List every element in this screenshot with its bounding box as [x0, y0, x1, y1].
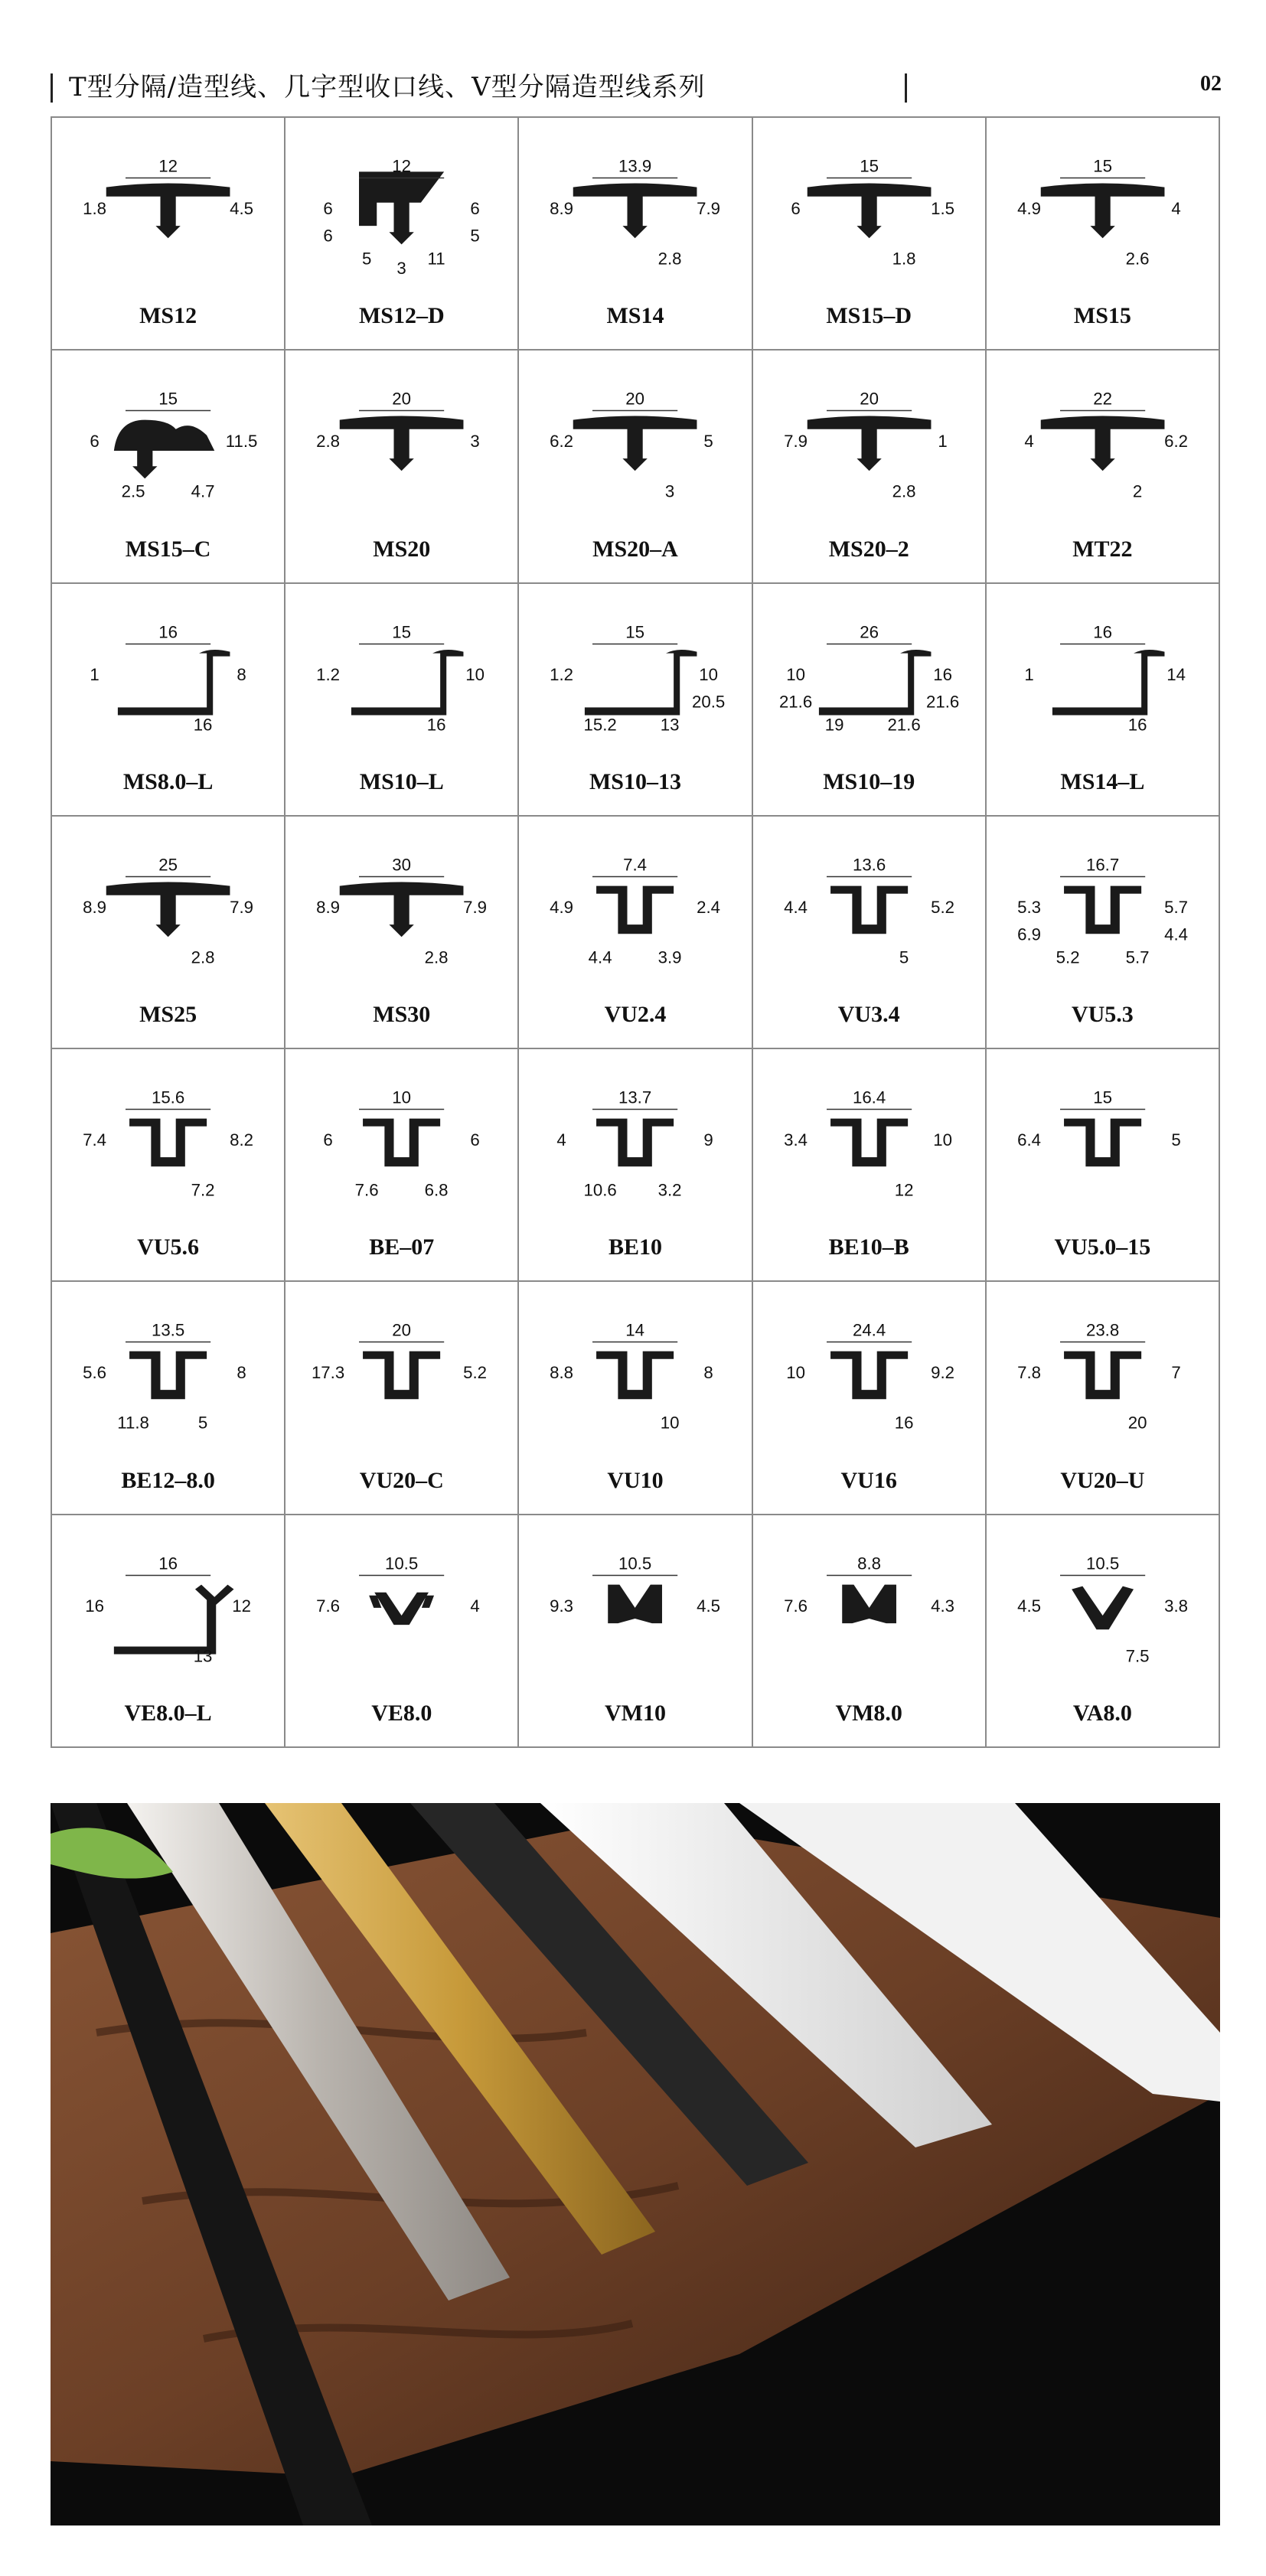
profile-drawing — [52, 584, 284, 769]
profile-cell — [286, 1049, 519, 1282]
dimension-label: 10 — [932, 1130, 952, 1150]
dimension-label: 16 — [932, 664, 952, 684]
dimension-label: 5 — [1171, 1130, 1181, 1150]
dimension-label: 15.6 — [151, 1087, 185, 1107]
header-right-divider — [905, 73, 907, 103]
dimension-label: 9.2 — [930, 1363, 954, 1383]
dimension-label: 14 — [625, 1320, 645, 1340]
dimension-label: 6 — [323, 198, 333, 218]
dimension-label: 7.8 — [1016, 1363, 1041, 1383]
dimension-label: 5.6 — [83, 1363, 107, 1383]
profile-drawing — [286, 118, 517, 303]
profile-drawing — [519, 351, 751, 536]
profile-drawing — [286, 817, 517, 1002]
dimension-label: 8.8 — [857, 1554, 881, 1573]
dimension-label: 5.2 — [463, 1363, 488, 1383]
dimension-label: 8.9 — [83, 897, 107, 917]
dimension-label: 1.8 — [83, 198, 107, 218]
dimension-label: 4.9 — [550, 897, 574, 917]
profile-drawing — [519, 1282, 751, 1467]
profile-cross-section — [114, 420, 214, 479]
dimension-label: 12 — [232, 1596, 251, 1616]
profile-name: BE–07 — [369, 1234, 435, 1260]
dimension-label: 1.2 — [550, 664, 574, 684]
dimension-label: 5 — [362, 249, 372, 269]
dimension-label: 20 — [859, 389, 879, 409]
profile-cross-section — [340, 882, 464, 937]
profile-cross-section — [1064, 1119, 1141, 1167]
profile-name: VM10 — [605, 1700, 666, 1726]
profile-cross-section — [842, 1584, 896, 1623]
profile-name: MS12–D — [358, 303, 445, 329]
profile-drawing — [519, 817, 751, 1002]
dimension-label: 13 — [661, 715, 680, 735]
profile-cell — [987, 351, 1220, 583]
profile-cross-section — [830, 885, 908, 934]
dimension-label: 7.4 — [623, 855, 648, 875]
dimension-label: 2.8 — [892, 481, 916, 501]
dimension-label: 2.8 — [191, 947, 215, 967]
profile-drawing — [987, 1282, 1219, 1467]
profile-name: VU20–U — [1060, 1467, 1145, 1493]
profile-cell — [52, 118, 286, 351]
dimension-label: 7.4 — [83, 1130, 107, 1150]
dimension-label: 25 — [158, 855, 178, 875]
dimension-label: 6 — [90, 432, 100, 452]
profile-cell — [286, 584, 519, 817]
dimension-label: 1.8 — [892, 249, 916, 269]
profile-cell — [52, 1282, 286, 1515]
dimension-label: 13.5 — [151, 1320, 185, 1340]
dimension-label: 7.5 — [1125, 1646, 1150, 1666]
dimension-label: 6 — [323, 226, 333, 246]
dimension-label: 15.2 — [583, 715, 618, 735]
dimension-label: 16 — [1127, 715, 1147, 735]
profile-name: MS10–19 — [823, 768, 915, 794]
profile-name: MS14–L — [1060, 768, 1145, 794]
profile-drawing — [753, 584, 985, 769]
profile-cell — [52, 351, 286, 583]
profile-name: MS14 — [606, 303, 664, 329]
profile-name: VU5.6 — [137, 1234, 200, 1260]
profile-cell — [52, 1515, 286, 1748]
profile-name: VU3.4 — [837, 1002, 900, 1028]
dimension-label: 4 — [470, 1596, 480, 1616]
dimension-label: 3 — [470, 432, 480, 452]
dimension-label: 5 — [470, 226, 480, 246]
dimension-label: 10.6 — [583, 1180, 618, 1200]
dimension-label: 5.7 — [1163, 897, 1188, 917]
profile-cross-section — [609, 1584, 663, 1623]
profile-drawing — [987, 817, 1219, 1002]
dimension-label: 15 — [1093, 156, 1112, 176]
profile-drawing — [519, 1515, 751, 1700]
dimension-label: 4.5 — [230, 198, 254, 218]
dimension-label: 4 — [1171, 198, 1181, 218]
profile-cross-section — [1064, 1352, 1141, 1400]
dimension-label: 4.4 — [589, 947, 612, 967]
dimension-label: 13.6 — [852, 855, 886, 875]
profile-cell — [52, 817, 286, 1049]
dimension-label: 13.9 — [618, 156, 652, 176]
profile-name: MS15–C — [125, 536, 211, 562]
profile-drawing — [987, 118, 1219, 303]
profile-cross-section — [1072, 1586, 1134, 1629]
dimension-label: 7.9 — [697, 198, 721, 218]
dimension-label: 7.6 — [783, 1596, 808, 1616]
profile-cross-section — [351, 650, 464, 715]
profile-drawing — [52, 1515, 284, 1700]
product-photo-illustration — [51, 1803, 1220, 2525]
dimension-label: 1 — [90, 664, 100, 684]
profile-drawing — [286, 1282, 517, 1467]
dimension-label: 1.5 — [930, 198, 954, 218]
dimension-label: 2.8 — [316, 432, 341, 452]
dimension-label: 3.2 — [658, 1180, 682, 1200]
profile-cell — [753, 817, 987, 1049]
dimension-label: 6.2 — [550, 432, 574, 452]
profile-name: MS25 — [139, 1002, 197, 1028]
profile-cell — [52, 584, 286, 817]
profile-drawing — [987, 1515, 1219, 1700]
profile-cell — [753, 1515, 987, 1748]
profile-drawing — [519, 584, 751, 769]
dimension-label: 20.5 — [692, 691, 726, 711]
profile-drawing — [286, 351, 517, 536]
dimension-label: 6 — [323, 1130, 333, 1150]
dimension-label: 7.6 — [316, 1596, 341, 1616]
profile-name: MS15 — [1073, 303, 1131, 329]
profile-name: MS20 — [373, 536, 431, 562]
profile-cross-section — [1041, 184, 1165, 239]
dimension-label: 6 — [470, 198, 480, 218]
dimension-label: 4.3 — [930, 1596, 954, 1616]
dimension-label: 16.4 — [852, 1087, 886, 1107]
profile-cell — [987, 1515, 1220, 1748]
profile-cell — [286, 817, 519, 1049]
profile-cross-section — [129, 1352, 207, 1400]
profile-name: VU10 — [607, 1467, 664, 1493]
profile-cell — [286, 351, 519, 583]
profile-name: MS30 — [373, 1002, 431, 1028]
profile-name: MS8.0–L — [122, 768, 214, 794]
dimension-label: 4.7 — [191, 481, 215, 501]
dimension-label: 21.6 — [778, 691, 812, 711]
profile-cell — [987, 1049, 1220, 1282]
profile-cross-section — [363, 1119, 440, 1167]
dimension-label: 16 — [158, 1554, 178, 1573]
profile-cross-section — [1064, 885, 1141, 934]
profile-cell — [519, 584, 752, 817]
profile-cross-section — [118, 650, 230, 715]
dimension-label: 1 — [938, 432, 948, 452]
profile-cell — [753, 1282, 987, 1515]
dimension-label: 8 — [237, 1363, 246, 1383]
dimension-label: 9 — [703, 1130, 714, 1150]
dimension-label: 2.5 — [121, 481, 145, 501]
dimension-label: 16 — [85, 1596, 104, 1616]
profile-cross-section — [573, 184, 697, 239]
profile-name: VU5.0–15 — [1054, 1234, 1151, 1260]
dimension-label: 4.4 — [1163, 924, 1188, 944]
profile-cell — [753, 1049, 987, 1282]
profile-drawing — [52, 118, 284, 303]
profile-drawing — [286, 1515, 517, 1700]
profile-cell — [519, 351, 752, 583]
dimension-label: 10 — [392, 1087, 412, 1107]
profile-drawing — [52, 817, 284, 1002]
dimension-label: 26 — [859, 621, 879, 641]
dimension-label: 6 — [791, 198, 801, 218]
profile-drawing — [753, 351, 985, 536]
profile-name: BE10 — [608, 1234, 662, 1260]
dimension-label: 3 — [396, 258, 406, 278]
dimension-label: 24.4 — [852, 1320, 886, 1340]
profile-cross-section — [807, 416, 931, 471]
dimension-label: 12 — [894, 1180, 914, 1200]
dimension-label: 21.6 — [925, 691, 959, 711]
dimension-label: 10 — [785, 1363, 805, 1383]
profile-cross-section — [819, 650, 932, 715]
profile-cross-section — [830, 1119, 908, 1167]
profile-name: VA8.0 — [1072, 1700, 1132, 1726]
dimension-label: 3 — [665, 481, 675, 501]
profile-cross-section — [129, 1119, 207, 1167]
dimension-label: 8 — [237, 664, 246, 684]
profile-cross-section — [106, 184, 230, 239]
profile-cell — [987, 1282, 1220, 1515]
profile-drawing — [987, 584, 1219, 769]
product-photo — [51, 1803, 1220, 2525]
profile-drawing — [519, 1049, 751, 1234]
profile-cross-section — [596, 885, 674, 934]
profile-name: VU2.4 — [604, 1002, 667, 1028]
profile-cell — [519, 1282, 752, 1515]
dimension-label: 15 — [392, 621, 412, 641]
dimension-label: 8 — [703, 1363, 714, 1383]
dimension-label: 6.4 — [1016, 1130, 1041, 1150]
dimension-label: 5.2 — [1056, 947, 1080, 967]
dimension-label: 17.3 — [312, 1363, 345, 1383]
dimension-label: 7.6 — [354, 1180, 379, 1200]
dimension-label: 15 — [1093, 1087, 1112, 1107]
dimension-label: 4 — [556, 1130, 567, 1150]
profile-drawing — [987, 1049, 1219, 1234]
dimension-label: 19 — [824, 715, 844, 735]
profile-name: MS20–2 — [828, 536, 909, 562]
profile-drawing — [52, 1282, 284, 1467]
dimension-label: 6.8 — [424, 1180, 449, 1200]
profile-name: VE8.0 — [371, 1700, 432, 1726]
profile-cell — [52, 1049, 286, 1282]
profile-cell — [286, 1282, 519, 1515]
profile-cell — [286, 118, 519, 351]
dimension-label: 4 — [1024, 432, 1034, 452]
profile-name: VE8.0–L — [124, 1700, 212, 1726]
dimension-label: 10.5 — [1085, 1554, 1120, 1573]
dimension-label: 3.8 — [1163, 1596, 1188, 1616]
profile-drawing — [753, 1515, 985, 1700]
dimension-label: 10 — [785, 664, 805, 684]
dimension-label: 16.7 — [1085, 855, 1120, 875]
profile-drawing — [753, 817, 985, 1002]
dimension-label: 16 — [193, 715, 213, 735]
profile-name: VM8.0 — [835, 1700, 902, 1726]
profile-cross-section — [106, 882, 230, 937]
dimension-label: 5 — [197, 1414, 208, 1433]
profile-cross-section — [596, 1352, 674, 1400]
profile-cell — [519, 118, 752, 351]
page-title: T型分隔/造型线、几字型收口线、V型分隔造型线系列 — [69, 72, 706, 103]
dimension-label: 10.5 — [618, 1554, 652, 1573]
dimension-label: 2.6 — [1125, 249, 1150, 269]
dimension-label: 10 — [661, 1414, 680, 1433]
profile-name: MS15–D — [826, 303, 912, 329]
dimension-label: 13 — [193, 1646, 213, 1666]
profile-cell — [987, 817, 1220, 1049]
dimension-label: 16 — [426, 715, 446, 735]
profile-name: MS10–L — [359, 768, 444, 794]
profile-drawing — [753, 1049, 985, 1234]
dimension-label: 5 — [703, 432, 714, 452]
dimension-label: 7.9 — [783, 432, 808, 452]
dimension-label: 8.9 — [316, 897, 341, 917]
profile-name: MS20–A — [592, 536, 678, 562]
profile-name: VU16 — [840, 1467, 897, 1493]
dimension-label: 12 — [158, 156, 178, 176]
dimension-label: 11 — [427, 249, 445, 269]
dimension-label: 7.9 — [463, 897, 488, 917]
profile-cross-section — [369, 1592, 434, 1624]
dimension-label: 16 — [894, 1414, 914, 1433]
dimension-label: 8.8 — [550, 1363, 574, 1383]
profile-drawing — [753, 1282, 985, 1467]
profile-drawing — [519, 118, 751, 303]
dimension-label: 2.4 — [697, 897, 721, 917]
profile-drawing — [52, 1049, 284, 1234]
dimension-label: 3.9 — [658, 947, 682, 967]
profile-cross-section — [573, 416, 697, 471]
profile-cross-section — [340, 416, 464, 471]
profile-name: MS12 — [139, 303, 197, 329]
profile-name: MS10–13 — [589, 768, 681, 794]
dimension-label: 6.2 — [1163, 432, 1188, 452]
dimension-label: 21.6 — [887, 715, 921, 735]
dimension-label: 10 — [465, 664, 485, 684]
dimension-label: 5.7 — [1125, 947, 1150, 967]
dimension-label: 20 — [392, 1320, 412, 1340]
dimension-label: 4.5 — [697, 1596, 721, 1616]
dimension-label: 10.5 — [385, 1554, 419, 1573]
dimension-label: 16 — [1093, 621, 1112, 641]
dimension-label: 2.8 — [658, 249, 682, 269]
dimension-label: 15 — [859, 156, 879, 176]
dimension-label: 20 — [1127, 1414, 1147, 1433]
profile-cell — [519, 1515, 752, 1748]
profile-cross-section — [1052, 650, 1165, 715]
profile-cross-section — [359, 171, 444, 244]
profile-cell — [987, 118, 1220, 351]
header-left-divider — [51, 73, 53, 103]
profile-cell — [519, 817, 752, 1049]
profile-drawing — [987, 351, 1219, 536]
dimension-label: 1.2 — [316, 664, 341, 684]
profile-name: BE10–B — [828, 1234, 909, 1260]
dimension-label: 9.3 — [550, 1596, 574, 1616]
dimension-label: 11.8 — [117, 1414, 149, 1433]
dimension-label: 1 — [1024, 664, 1034, 684]
dimension-label: 4.5 — [1016, 1596, 1041, 1616]
profile-name: VU5.3 — [1071, 1002, 1134, 1028]
dimension-label: 30 — [392, 855, 412, 875]
dimension-label: 5.3 — [1016, 897, 1041, 917]
dimension-label: 20 — [392, 389, 412, 409]
profile-name: MT22 — [1072, 536, 1133, 562]
profile-cross-section — [114, 1584, 234, 1654]
profile-cell — [987, 584, 1220, 817]
dimension-label: 7.9 — [230, 897, 254, 917]
profile-drawing — [286, 1049, 517, 1234]
profile-cell — [753, 118, 987, 351]
dimension-label: 7.2 — [191, 1180, 215, 1200]
profile-drawing — [286, 584, 517, 769]
dimension-label: 6 — [470, 1130, 480, 1150]
profile-name: BE12–8.0 — [121, 1467, 215, 1493]
profile-drawing — [52, 351, 284, 536]
dimension-label: 2.8 — [424, 947, 449, 967]
dimension-label: 3.4 — [783, 1130, 808, 1150]
dimension-label: 20 — [625, 389, 645, 409]
dimension-label: 23.8 — [1085, 1320, 1120, 1340]
profile-cross-section — [830, 1352, 908, 1400]
page-header — [51, 70, 1222, 109]
dimension-label: 15 — [158, 389, 178, 409]
dimension-label: 12 — [392, 156, 412, 176]
profile-cross-section — [1041, 416, 1165, 471]
dimension-label: 7 — [1171, 1363, 1181, 1383]
profile-cross-section — [585, 650, 697, 715]
dimension-label: 8.9 — [550, 198, 574, 218]
dimension-label: 8.2 — [230, 1130, 254, 1150]
profile-cross-section — [596, 1119, 674, 1167]
dimension-label: 14 — [1166, 664, 1186, 684]
dimension-label: 22 — [1093, 389, 1112, 409]
dimension-label: 6.9 — [1016, 924, 1041, 944]
page-number: 02 — [1200, 72, 1222, 96]
dimension-label: 2 — [1132, 481, 1143, 501]
dimension-label: 4.9 — [1016, 198, 1041, 218]
dimension-label: 11.5 — [225, 432, 258, 452]
profile-cross-section — [363, 1352, 440, 1400]
profile-cell — [753, 584, 987, 817]
profile-drawing — [753, 118, 985, 303]
profile-catalog-grid — [51, 116, 1220, 1748]
dimension-label: 15 — [625, 621, 645, 641]
dimension-label: 10 — [699, 664, 719, 684]
profile-cell — [753, 351, 987, 583]
profile-cell — [519, 1049, 752, 1282]
dimension-label: 5 — [899, 947, 909, 967]
dimension-label: 16 — [158, 621, 178, 641]
dimension-label: 4.4 — [783, 897, 808, 917]
dimension-label: 13.7 — [618, 1087, 652, 1107]
profile-name: VU20–C — [359, 1467, 444, 1493]
profile-cell — [286, 1515, 519, 1748]
profile-cross-section — [807, 184, 931, 239]
dimension-label: 5.2 — [930, 897, 954, 917]
